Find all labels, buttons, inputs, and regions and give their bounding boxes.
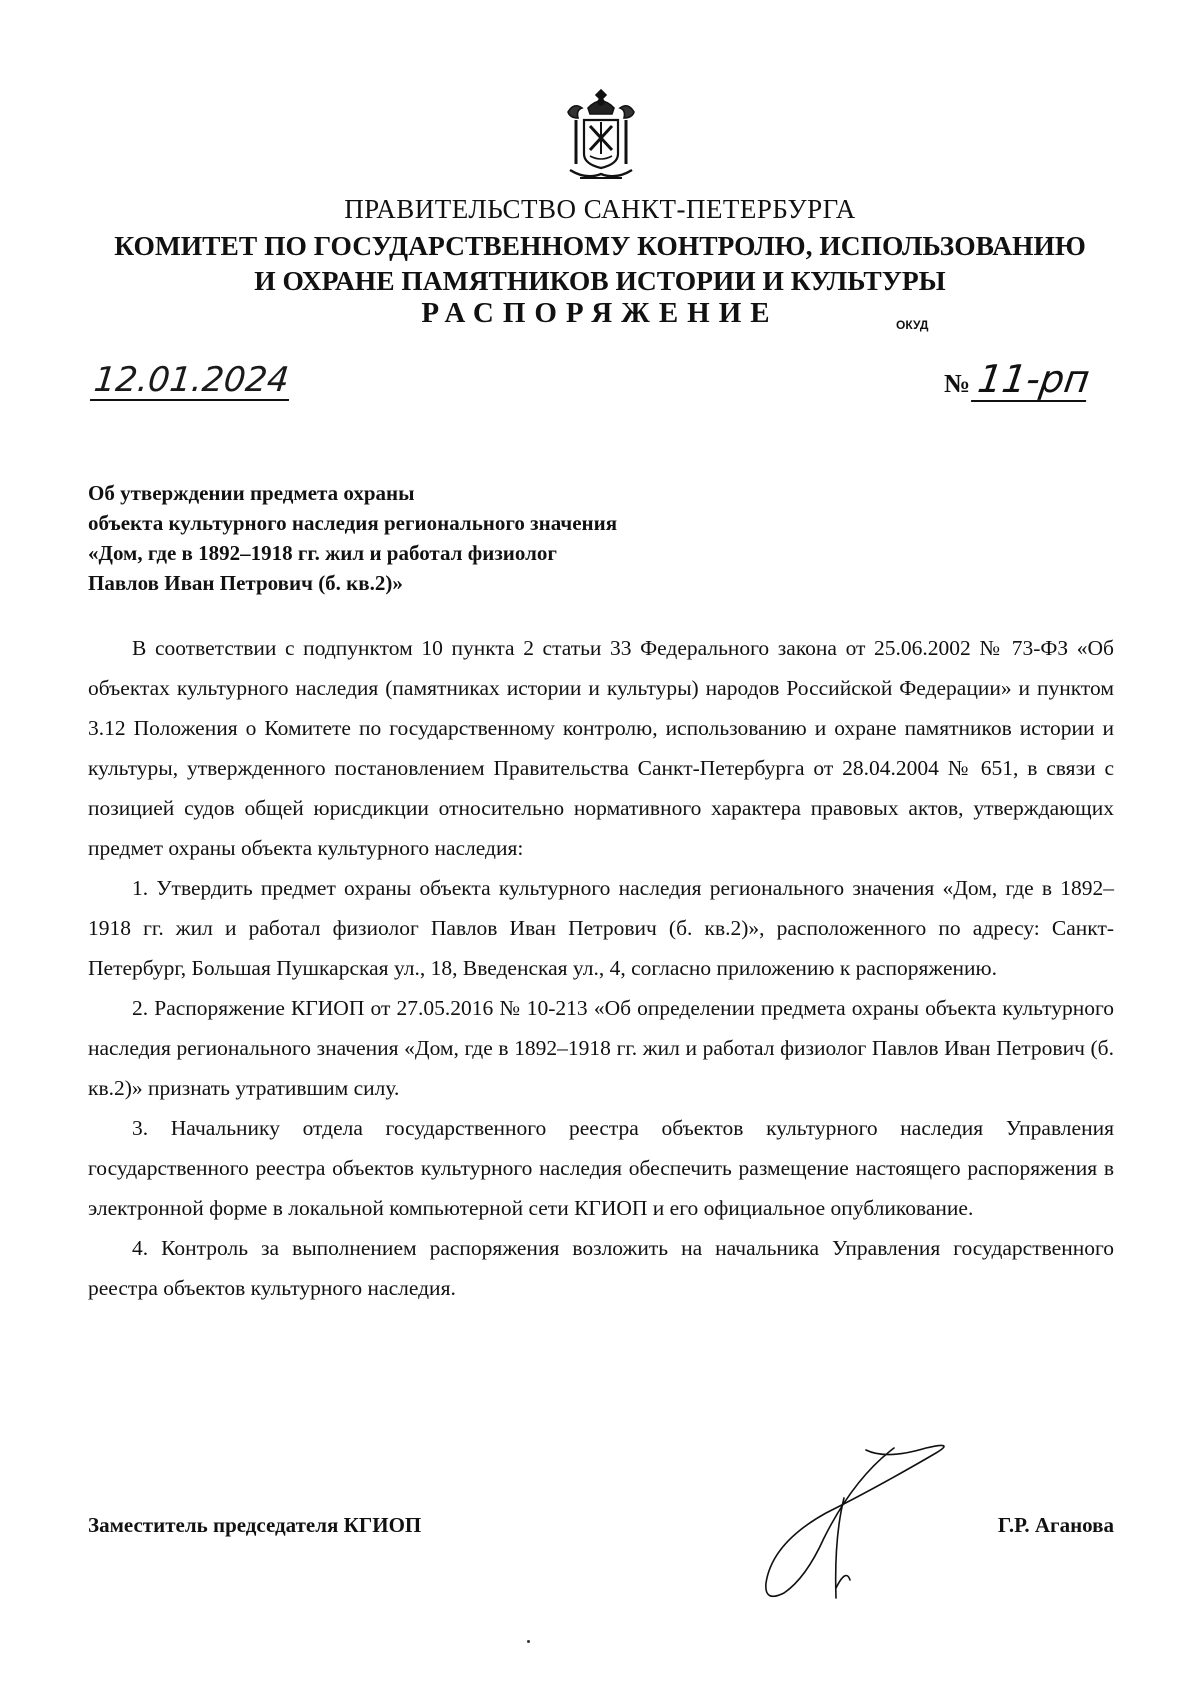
- committee-name-line2: И ОХРАНЕ ПАМЯТНИКОВ ИСТОРИИ И КУЛЬТУРЫ: [254, 265, 946, 296]
- order-item-2: 2. Распоряжение КГИОП от 27.05.2016 № 10-213 «Об определении предмета охраны объекта культурного наследия регионального значения «Дом, где в 1892–1918 гг. жил и работал физиолог Павлов Иван Петрович (б. кв.2)» признать утратившим силу.: [88, 996, 1114, 1100]
- document-subject: [88, 478, 617, 598]
- document-type-title: РАСПОРЯЖЕНИЕ: [421, 297, 779, 329]
- preamble-paragraph: В соответствии с подпунктом 10 пункта 2 статьи 33 Федерального закона от 25.06.2002 № 73-ФЗ «Об объектах культурного наследия (памятниках истории и культуры) народов Российской Федерации» и пунктом 3.12 Положения о Комитете по государственному контролю, использованию и охране памятников истории и культуры, утвержденного постановлением Правительства Санкт-Петербурга от 28.04.2004 № 651, в связи с позицией судов общей юрисдикции относительно нормативного характера правовых актов, утверждающих предмет охраны объекта культурного наследия:: [88, 636, 1114, 860]
- handwritten-signature: [744, 1428, 964, 1608]
- government-name: ПРАВИТЕЛЬСТВО САНКТ-ПЕТЕРБУРГА: [344, 194, 856, 224]
- subject-line: Об утверждении предмета охраны: [88, 481, 415, 505]
- document-number: [944, 357, 1093, 402]
- committee-name: [0, 228, 1200, 298]
- subject-line: Павлов Иван Петрович (б. кв.2)»: [88, 571, 403, 595]
- number-sign: №: [944, 369, 971, 398]
- committee-name-line1: КОМИТЕТ ПО ГОСУДАРСТВЕННОМУ КОНТРОЛЮ, ИСПОЛЬЗОВАНИЮ: [114, 230, 1086, 261]
- document-body: [88, 628, 1114, 1308]
- scan-speck: [527, 1640, 530, 1643]
- order-item-3: 3. Начальнику отдела государственного реестра объектов культурного наследия Управления государственного реестра объектов культурного наследия обеспечить размещение настоящего распоряжения в электронной форме в локальной компьютерной сети КГИОП и его официальное опубликование.: [88, 1116, 1114, 1220]
- subject-line: «Дом, где в 1892–1918 гг. жил и работал физиолог: [88, 541, 557, 565]
- document-date: 12.01.2024: [90, 361, 293, 401]
- order-item-4: 4. Контроль за выполнением распоряжения возложить на начальника Управления государственного реестра объектов культурного наследия.: [88, 1236, 1114, 1300]
- order-item-1: 1. Утвердить предмет охраны объекта культурного наследия регионального значения «Дом, где в 1892–1918 гг. жил и работал физиолог Павлов Иван Петрович (б. кв.2)», расположенного по адресу: Санкт-Петербург, Большая Пушкарская ул., 18, Введенская ул., 4, согласно приложению к распоряжению.: [88, 876, 1114, 980]
- okud-label: ОКУД: [896, 318, 929, 332]
- number-value: 11-рп: [971, 358, 1092, 402]
- signer-position: Заместитель председателя КГИОП: [88, 1513, 422, 1537]
- coat-of-arms-icon: [560, 86, 642, 182]
- subject-line: объекта культурного наследия регионального значения: [88, 511, 618, 535]
- signer-name: Г.Р. Аганова: [997, 1513, 1114, 1537]
